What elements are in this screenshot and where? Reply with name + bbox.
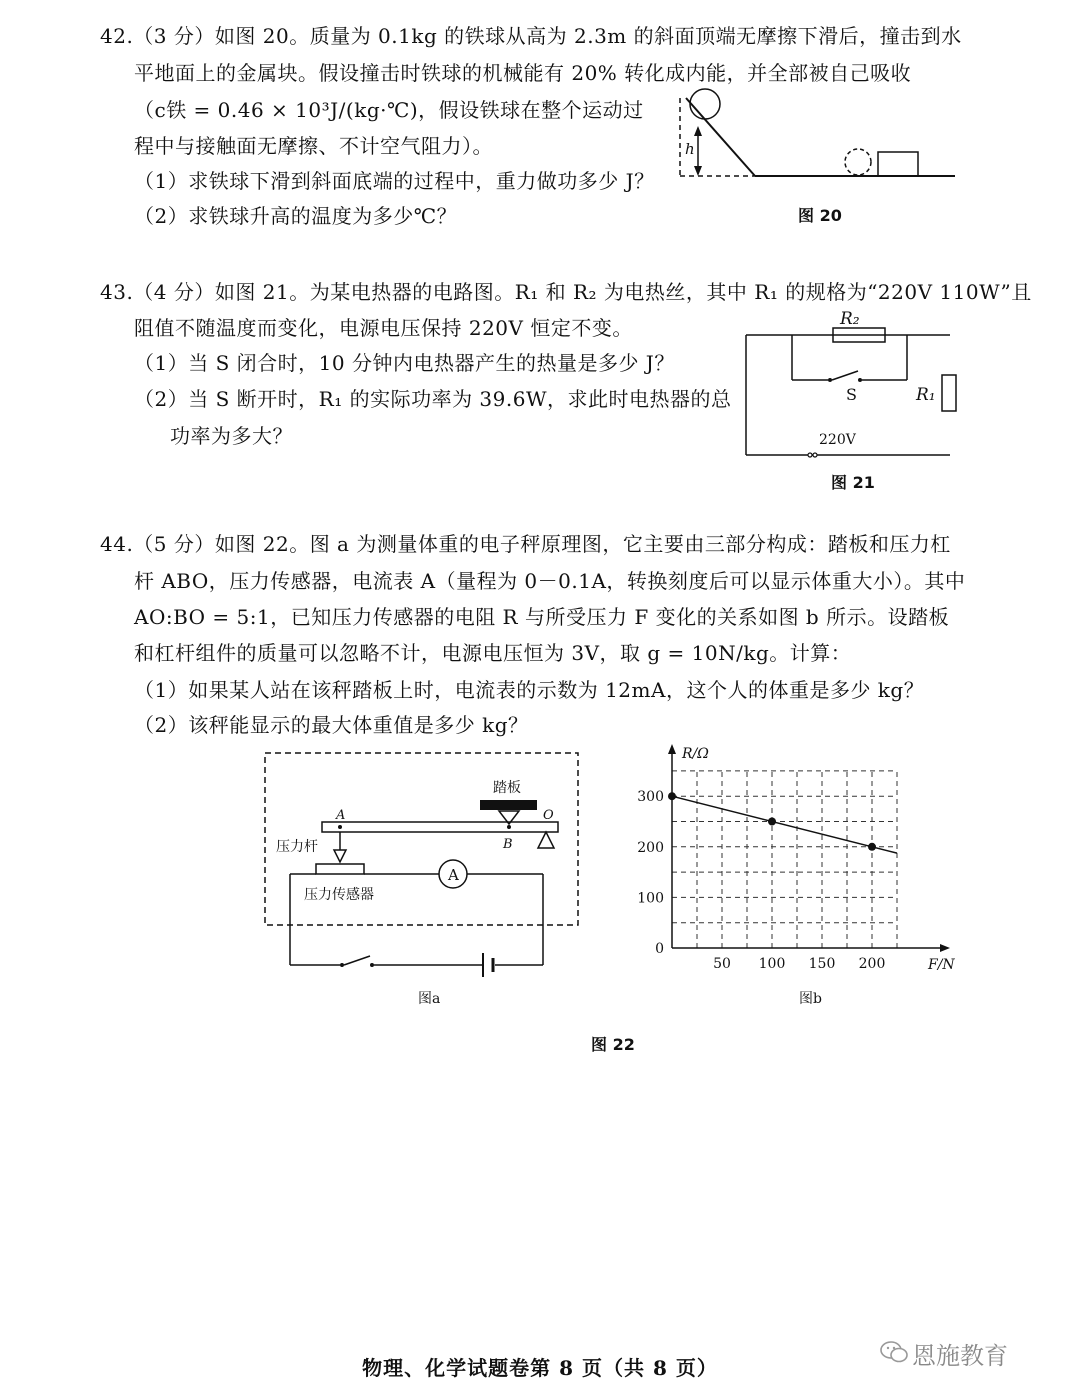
figure-22a-caption: 图a — [418, 991, 441, 1007]
q43-line-5: 功率为多大？ — [170, 424, 293, 448]
q44-part-2: （2）该秤能显示的最大体重值是多少 kg？ — [134, 713, 529, 737]
q42-line-3: （c铁 = 0.46 × 10³J/(kg·℃)，假设铁球在整个运动过 — [134, 98, 644, 122]
series-line — [672, 796, 897, 853]
y-tick-label: 100 — [637, 890, 664, 907]
y-axis-label: R/Ω — [682, 746, 709, 762]
x-tick-label: 150 — [808, 956, 836, 972]
q44-line-1: 44.（5 分）如图 22。图 a 为测量体重的电子秤原理图，它主要由三部分构成：踏板和压力杠 — [100, 532, 951, 556]
y-tick-label: 0 — [655, 941, 664, 957]
label-s: S — [846, 385, 857, 404]
x-tick-label: 100 — [758, 956, 786, 972]
label-sensor: 压力传感器 — [304, 887, 374, 903]
data-point — [768, 818, 776, 826]
q43-part-1: （1）当 S 闭合时，10 分钟内电热器产生的热量是多少 J？ — [134, 351, 675, 375]
label-a: A — [336, 808, 346, 823]
chart-grid — [672, 771, 897, 948]
x-axis-label: F/N — [928, 957, 955, 973]
y-axis-arrow — [668, 744, 676, 754]
q44-line-3: AO:BO = 5:1，已知压力传感器的电阻 R 与所受压力 F 变化的关系如图 b 所示。设踏板 — [134, 605, 950, 629]
q42-part-1: （1）求铁球下滑到斜面底端的过程中，重力做功多少 J？ — [134, 169, 655, 193]
label-220v: 220V — [819, 432, 856, 448]
y-tick-label: 200 — [637, 839, 664, 856]
q43-part-2: （2）当 S 断开时，R₁ 的实际功率为 39.6W，求此时电热器的总 — [134, 387, 732, 411]
label-r1: R₁ — [916, 385, 936, 405]
label-pedal: 踏板 — [493, 780, 521, 796]
figure-20-caption: 图 20 — [798, 206, 842, 225]
data-point — [668, 792, 676, 800]
label-ammeter: A — [448, 866, 459, 884]
q44-line-2: 杆 ABO，压力传感器，电流表 A（量程为 0－0.1A，转换刻度后可以显示体重大小）。其中 — [134, 569, 966, 593]
q42-line-1: 42.（3 分）如图 20。质量为 0.1kg 的铁球从高为 2.3m 的斜面顶端无摩擦下滑后，撞击到水 — [100, 24, 962, 48]
q42-line-2: 平地面上的金属块。假设撞击时铁球的机械能有 20% 转化成内能，并全部被自己吸收 — [134, 61, 912, 85]
label-r2: R₂ — [840, 309, 860, 329]
wechat-icon — [880, 1340, 910, 1364]
q44-line-4: 和杠杆组件的质量可以忽略不计，电源电压恒为 3V，取 g = 10N/kg。计算： — [134, 641, 852, 665]
q42-line-4: 程中与接触面无摩擦、不计空气阻力）。 — [134, 134, 493, 158]
q44-part-1: （1）如果某人站在该秤踏板上时，电流表的示数为 12mA，这个人的体重是多少 kg？ — [134, 678, 925, 702]
y-tick-label: 300 — [637, 789, 664, 806]
q42-part-2: （2）求铁球升高的温度为多少℃？ — [134, 204, 458, 228]
label-h: h — [685, 140, 695, 158]
x-axis-arrow — [940, 944, 950, 952]
page-footer: 物理、化学试题卷第 8 页（共 8 页） — [362, 1356, 718, 1380]
q43-line-1: 43.（4 分）如图 21。为某电热器的电路图。R₁ 和 R₂ 为电热丝，其中 R₁ 的规格为“220V 110W”且 — [100, 280, 1032, 304]
x-tick-label: 200 — [858, 956, 886, 972]
label-rod: 压力杆 — [276, 839, 318, 855]
label-b: B — [503, 837, 513, 852]
figure-21-caption: 图 21 — [831, 473, 875, 492]
figure-22-caption: 图 22 — [591, 1035, 635, 1054]
watermark: 恩施教育 — [912, 1342, 1008, 1370]
q43-line-2: 阻值不随温度而变化，电源电压保持 220V 恒定不变。 — [134, 316, 633, 340]
figure-22b-caption: 图b — [799, 991, 822, 1007]
label-o: O — [543, 808, 554, 823]
data-point — [868, 843, 876, 851]
x-tick-label: 50 — [713, 956, 731, 972]
